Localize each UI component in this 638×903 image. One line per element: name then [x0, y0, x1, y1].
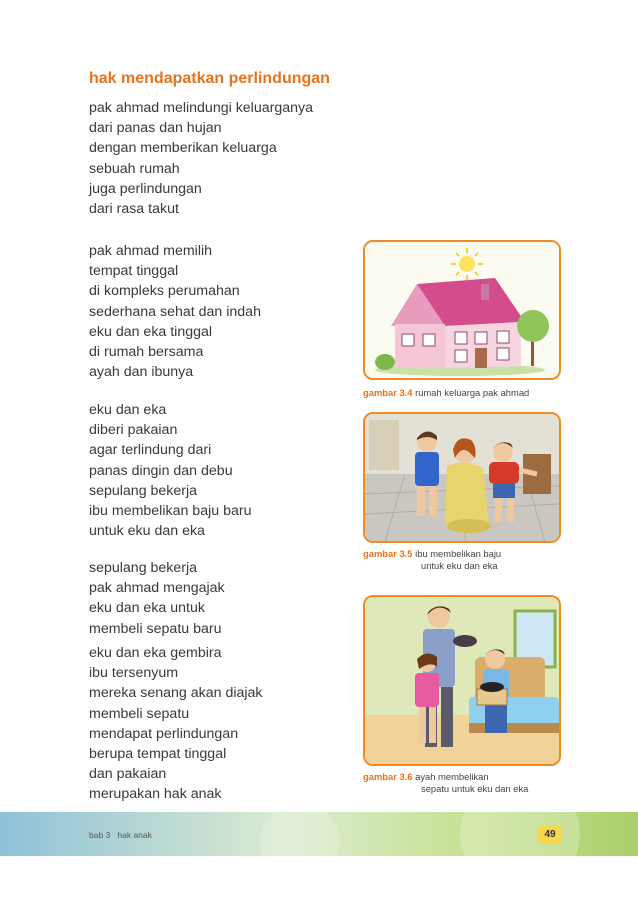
poem-line: dari panas dan hujan	[89, 120, 222, 137]
figure-label: gambar 3.5	[363, 548, 413, 559]
poem-line: merupakan hak anak	[89, 786, 222, 803]
poem-line: sebuah rumah	[89, 160, 180, 177]
chapter-title: hak anak	[117, 830, 152, 840]
caption-text: ayah membelikan	[415, 771, 489, 782]
poem-line: mereka senang akan diajak	[89, 685, 263, 702]
poem-line: eku dan eka tinggal	[89, 323, 213, 340]
stanza-4	[89, 558, 225, 639]
page-number: 49	[538, 826, 562, 844]
poem-line: di rumah bersama	[89, 344, 204, 361]
poem-line: membeli sepatu	[89, 705, 190, 722]
poem-line: dari rasa takut	[89, 201, 179, 218]
poem-line: agar terlindung dari	[89, 442, 212, 459]
caption-3-6	[363, 771, 528, 795]
figure-clothes	[363, 412, 561, 543]
poem-line: berupa tempat tinggal	[89, 746, 227, 763]
poem-line: pak ahmad memilih	[89, 243, 213, 259]
poem-line: diberi pakaian	[89, 422, 178, 439]
poem-line: dan pakaian	[89, 766, 167, 783]
clothes-illustration	[365, 414, 559, 541]
house-illustration	[365, 242, 559, 378]
poem-line: ibu tersenyum	[89, 665, 179, 682]
poem-line: sepulang bekerja	[89, 560, 198, 576]
poem-line: membeli sepatu baru	[89, 620, 222, 637]
poem-line: panas dingin dan debu	[89, 462, 233, 479]
poem-line: eku dan eka untuk	[89, 600, 205, 617]
chapter-number: bab 3	[89, 830, 111, 840]
poem-line: dengan memberikan keluarga	[89, 140, 277, 157]
figure-shoes	[363, 595, 561, 766]
poem-line: ayah dan ibunya	[89, 364, 194, 381]
stanza-5	[89, 643, 263, 805]
poem-line: eku dan eka	[89, 402, 167, 418]
shoes-illustration	[365, 597, 559, 764]
poem-line: ibu membelikan baju baru	[89, 503, 252, 520]
poem-line: tempat tinggal	[89, 263, 179, 280]
stanza-1	[89, 98, 313, 219]
poem-line: pak ahmad melindungi keluarganya	[89, 100, 313, 116]
caption-text: ibu membelikan baju	[415, 548, 502, 559]
poem-line: sepulang bekerja	[89, 482, 198, 499]
page-title: hak mendapatkan perlindungan	[89, 70, 330, 87]
footer-chapter	[89, 830, 152, 840]
caption-3-4	[363, 387, 529, 399]
figure-label: gambar 3.6	[363, 771, 413, 782]
figure-house	[363, 240, 561, 380]
figure-label: gambar 3.4	[363, 387, 413, 398]
poem-line: juga perlindungan	[89, 180, 202, 197]
caption-text-line2: sepatu untuk eku dan eka	[421, 783, 529, 794]
caption-text: rumah keluarga pak ahmad	[415, 387, 530, 398]
poem-line: di kompleks perumahan	[89, 283, 240, 300]
caption-text-line2: untuk eku dan eka	[421, 560, 498, 571]
caption-3-5	[363, 548, 501, 572]
poem-line: eku dan eka gembira	[89, 645, 222, 661]
poem-line: sederhana sehat dan indah	[89, 303, 261, 320]
poem-line: mendapat perlindungan	[89, 725, 239, 742]
stanza-2	[89, 241, 261, 382]
stanza-3	[89, 400, 251, 541]
poem-line: untuk eku dan eka	[89, 523, 205, 540]
poem-line: pak ahmad mengajak	[89, 580, 225, 597]
